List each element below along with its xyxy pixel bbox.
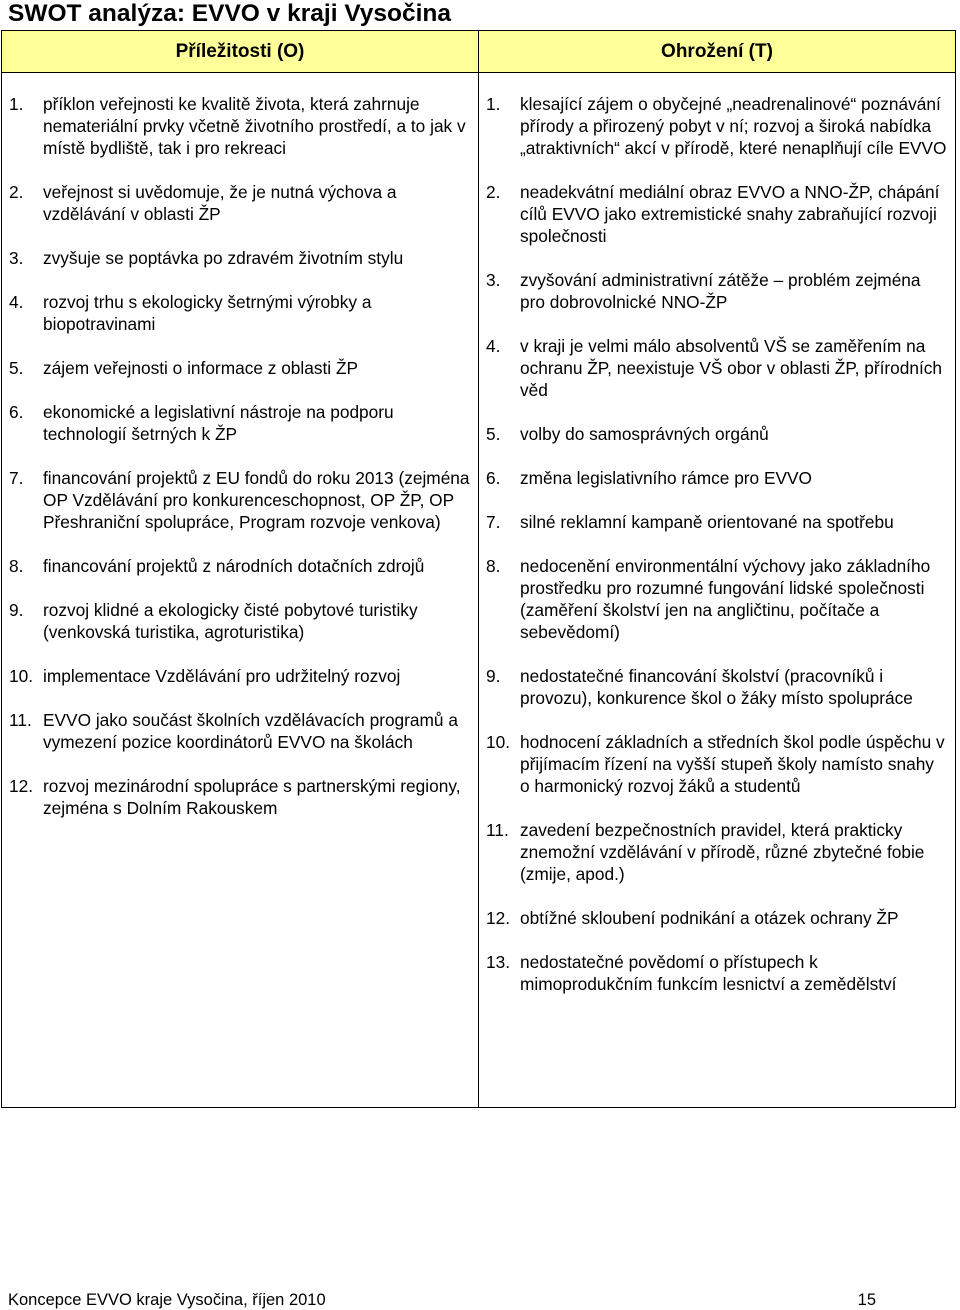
list-item — [486, 555, 948, 643]
item-number: 2. — [9, 182, 24, 202]
item-text: v kraji je velmi málo absolventů VŠ se zaměřením na ochranu ŽP, neexistuje VŠ obor v oblasti ŽP, přírodních věd — [520, 336, 943, 400]
item-number: 12. — [9, 776, 34, 796]
item-text: nedostatečné povědomí o přístupech k mimoprodukčním funkcím lesnictví a zemědělství — [520, 952, 897, 994]
item-text: zavedení bezpečnostních pravidel, která prakticky znemožní vzdělávání v přírodě, různé zbytečné fobie (zmije, apod.) — [520, 820, 925, 884]
list-item — [9, 181, 471, 225]
list-item — [9, 599, 471, 643]
threats-list — [486, 93, 948, 1017]
item-text: zvyšuje se poptávka po zdravém životním stylu — [43, 248, 404, 268]
page-number: 15 — [857, 1291, 876, 1309]
item-number: 1. — [486, 94, 501, 114]
opportunities-list — [9, 93, 471, 841]
item-text: EVVO jako součást školních vzdělávacích programů a vymezení pozice koordinátorů EVVO na školách — [43, 710, 458, 752]
item-number: 13. — [486, 952, 511, 972]
list-item — [9, 357, 471, 379]
item-number: 4. — [9, 292, 24, 312]
list-item — [486, 731, 948, 797]
item-text: klesající zájem o obyčejné „neadrenalinové“ poznávání přírody a přirozený pobyt v ní; rozvoj a široká nabídka „atraktivních“ akcí v přírodě, které nenaplňují cíle EVVO — [520, 94, 947, 158]
list-item — [9, 401, 471, 445]
item-number: 9. — [486, 666, 501, 686]
item-number: 10. — [9, 666, 34, 686]
list-item — [9, 291, 471, 335]
list-item — [486, 269, 948, 313]
item-number: 8. — [9, 556, 24, 576]
item-text: nedostatečné financování školství (pracovníků i provozu), konkurence škol o žáky místo spolupráce — [520, 666, 913, 708]
item-number: 2. — [486, 182, 501, 202]
item-number: 10. — [486, 732, 511, 752]
list-item — [486, 907, 948, 929]
list-item — [9, 555, 471, 577]
list-item — [486, 951, 948, 995]
list-item — [486, 511, 948, 533]
item-number: 1. — [9, 94, 24, 114]
page-title: SWOT analýza: EVVO v kraji Vysočina — [8, 0, 451, 27]
item-text: příklon veřejnosti ke kvalitě života, která zahrnuje nemateriální prvky včetně životního prostředí, a to jak v místě bydliště, tak i pro rekreaci — [43, 94, 466, 158]
item-text: veřejnost si uvědomuje, že je nutná výchova a vzdělávání v oblasti ŽP — [43, 182, 397, 224]
item-number: 12. — [486, 908, 511, 928]
item-number: 11. — [486, 820, 509, 840]
column-divider — [478, 31, 479, 1107]
item-number: 7. — [486, 512, 501, 532]
list-item — [9, 467, 471, 533]
list-item — [9, 247, 471, 269]
opportunities-heading: Příležitosti (O) — [2, 31, 478, 73]
list-item — [9, 93, 471, 159]
item-number: 7. — [9, 468, 24, 488]
item-number: 8. — [486, 556, 501, 576]
list-item — [486, 423, 948, 445]
item-number: 6. — [9, 402, 24, 422]
item-text: hodnocení základních a středních škol podle úspěchu v přijímacím řízení na vyšší stupeň školy namísto snahy o harmonický rozvoj žáků a studentů — [520, 732, 945, 796]
list-item — [9, 665, 471, 687]
list-item — [486, 665, 948, 709]
item-number: 11. — [9, 710, 32, 730]
item-text: financování projektů z EU fondů do roku 2013 (zejména OP Vzdělávání pro konkurenceschopnost, OP ŽP, OP Přeshraniční spolupráce, Program rozvoje venkova) — [43, 468, 470, 532]
list-item — [486, 335, 948, 401]
list-item — [486, 181, 948, 247]
item-number: 5. — [9, 358, 24, 378]
swot-table — [1, 30, 956, 1108]
item-number: 3. — [486, 270, 501, 290]
item-text: rozvoj klidné a ekologicky čisté pobytové turistiky (venkovská turistika, agroturistika) — [43, 600, 418, 642]
threats-heading: Ohrožení (T) — [479, 31, 955, 73]
item-text: volby do samosprávných orgánů — [520, 424, 769, 444]
item-number: 5. — [486, 424, 501, 444]
item-text: neadekvátní mediální obraz EVVO a NNO-ŽP, chápání cílů EVVO jako extremistické snahy zabraňující rozvoji společnosti — [520, 182, 940, 246]
item-text: rozvoj mezinárodní spolupráce s partnerskými regiony, zejména s Dolním Rakouskem — [43, 776, 461, 818]
item-number: 9. — [9, 600, 24, 620]
item-text: zájem veřejnosti o informace z oblasti ŽP — [43, 358, 359, 378]
list-item — [486, 93, 948, 159]
list-item — [486, 819, 948, 885]
item-text: obtížné skloubení podnikání a otázek ochrany ŽP — [520, 908, 899, 928]
item-text: zvyšování administrativní zátěže – problém zejména pro dobrovolnické NNO-ŽP — [520, 270, 921, 312]
item-text: implementace Vzdělávání pro udržitelný rozvoj — [43, 666, 401, 686]
item-number: 4. — [486, 336, 501, 356]
item-number: 3. — [9, 248, 24, 268]
list-item — [486, 467, 948, 489]
footer-text: Koncepce EVVO kraje Vysočina, říjen 2010 — [8, 1291, 326, 1309]
list-item — [9, 775, 471, 819]
list-item — [9, 709, 471, 753]
item-text: změna legislativního rámce pro EVVO — [520, 468, 812, 488]
item-text: silné reklamní kampaně orientované na spotřebu — [520, 512, 894, 532]
item-text: rozvoj trhu s ekologicky šetrnými výrobky a biopotravinami — [43, 292, 372, 334]
item-number: 6. — [486, 468, 501, 488]
item-text: nedocenění environmentální výchovy jako základního prostředku pro rozumné fungování lidské společnosti (zaměření školství jen na angličtinu, počítače a sebevědomí) — [520, 556, 931, 642]
item-text: ekonomické a legislativní nástroje na podporu technologií šetrných k ŽP — [43, 402, 394, 444]
item-text: financování projektů z národních dotačních zdrojů — [43, 556, 425, 576]
